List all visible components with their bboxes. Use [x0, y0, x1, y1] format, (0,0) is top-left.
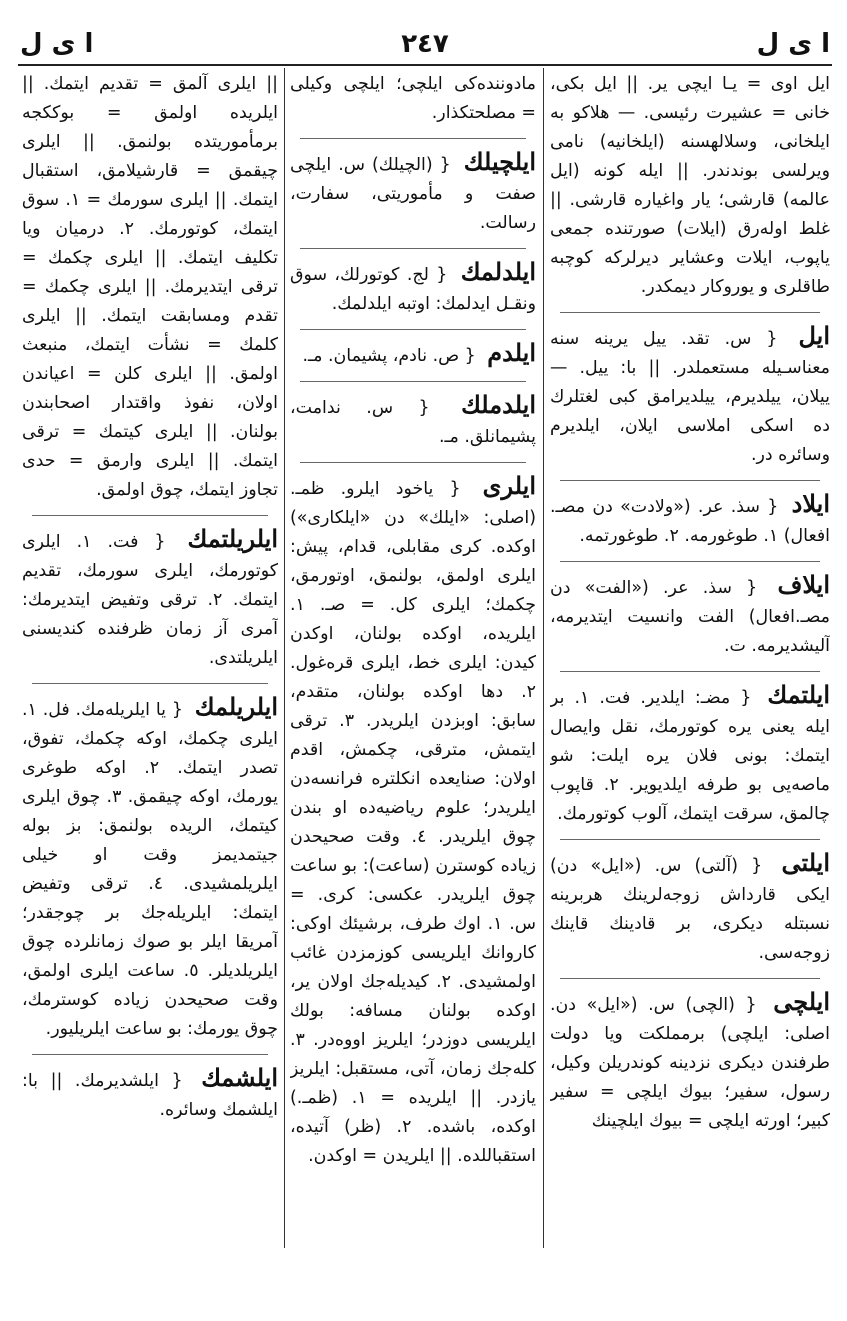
header-right-title: ا ى ل — [756, 29, 830, 59]
headword: ايلشمك — [201, 1063, 278, 1092]
dictionary-entry — [550, 848, 830, 968]
entry-separator — [32, 515, 268, 516]
headword: ايلريلتمك — [187, 524, 278, 553]
continuation-paragraph: || ايلرى آلمق = تقديم ايتمك. || ايلريده اولمق = بوككجه برمأموريتده بولنمق. || ايلرى چيقمق = قارشيلامق، استقبال ايتمك. || ايلرى سورمك = ١. سوق ايتمك، كوتورمك. ٢. درميان ويا تكليف ايتمك. || ايلرى چكمك = ترقى ايتديرمك. || ايلرى چكمك = تقدم ومسابقت ايتمك. || ايلرى كلمك = نشأت ايتمك، منبعث اولمق. || ايلرى كلن = اعياندن اولان، نفوذ واقتدار اصحابندن بولنان. || ايلرى كيتمك = ترقى ايتمك. || ايلرى وارمق = حدى تجاوز ايتمك، چوق اولمق. — [22, 74, 278, 500]
headword: ايلچيلك — [463, 147, 536, 176]
headword: ايلتمك — [767, 680, 830, 709]
continuation-paragraph: مادوننده‌كى ايلچى؛ ايلچى وكيلى = مصلحتكذار. — [290, 74, 536, 123]
entry-separator — [300, 462, 526, 463]
definition: { فت. ١. ايلرى كوتورمك، ايلرى سورمك، تقديم ايتمك. ٢. ترقى وتفيض ايتديرمك: آمرى آز زمان ظرفنده كنديسنى ايلريلتدى. — [22, 532, 278, 668]
entry-separator — [560, 671, 820, 672]
definition: { لج. كوتورلك، سوق ونقـل ايدلمك: اوتبه ايلدلمك. — [290, 265, 536, 314]
headword: ايلدلمك — [460, 257, 536, 286]
dictionary-entry — [22, 1063, 278, 1125]
entry-separator — [300, 329, 526, 330]
headword: ايلدملك — [461, 390, 536, 419]
headword: ايلدم — [487, 338, 536, 367]
dictionary-entry — [550, 489, 830, 551]
column-divider-left — [284, 68, 285, 1248]
entry-separator — [32, 1054, 268, 1055]
entry-separator — [560, 839, 820, 840]
definition: { ايلشديرمك. || با: ايلشمك وسائره. — [22, 1071, 278, 1120]
definition: { س. ندامت، پشيمانلق. مـ. — [290, 398, 536, 447]
headword: ايل — [798, 321, 830, 350]
page-number: ٢٤٧ — [401, 29, 449, 59]
dictionary-entry — [550, 987, 830, 1136]
dictionary-entry — [290, 471, 536, 1171]
header-rule — [18, 64, 832, 66]
definition: { سذ. عر. («الفت» دن مصـ.افعال) الفت وانسيت ايتديرمه، آليشديرمه. ت. — [550, 578, 830, 656]
dictionary-entry — [22, 524, 278, 673]
column-divider-right — [543, 68, 544, 1248]
headword: ايلتى — [781, 848, 830, 877]
dictionary-entry — [22, 692, 278, 1044]
dictionary-entry — [290, 338, 536, 371]
dictionary-entry — [550, 570, 830, 661]
entry-separator — [300, 381, 526, 382]
definition: { ص. نادم، پشيمان. مـ. — [302, 346, 476, 366]
entry-separator — [560, 312, 820, 313]
dictionary-entry — [550, 680, 830, 829]
continuation-paragraph: ايل اوى = يـا ايچى ير. || ايل بكى، خانى = عشيرت رئيسى. — هلاكو به ايلخانى، وسلالهسنه (ايلخانيه) نامى ويرلسى بوندندر. || ايله كونه (ايل عالمه) قارشى؛ يار واغياره قارشى. || غلط اوله‌رق (ايلات) صورتنده جمعى ياپوب، ايلات وعشاير ديرلركه كوچبه طاقلرى و يوروكار ديمكدر. — [550, 74, 830, 297]
entry-separator — [560, 480, 820, 481]
entry-separator — [300, 138, 526, 139]
definition: { سذ. عر. («ولادت» دن مصـ. افعال) ١. طوغورمه. ٢. طوغورتمه. — [550, 497, 830, 546]
definition: { يا ايلريله‌مك. فل. ١. ايلرى چكمك، اوكه چكمك، تفوق، تصدر ايتمك. ٢. اوكه طوغرى يورمك، اوكه چيقمق. ٣. چوق ايلرى كيتمك، الريده بولنمق: بز بوله جيتمديمز وقت او خيلى ايلريلمشيدى. ٤. ترقى وتفيض ايتمك: ايلريله‌جك بر چوجقدر؛ آمريقا ايلر بو صوك زمانلرده چوق ايلريلديلر. ٥. ساعت ايلرى اولمق، وقت صحيحدن زياده كوسترمك، چوق يورمك: بو ساعت ايلريليور. — [22, 700, 278, 1039]
definition: { ياخود ايلرو. ظمـ. (اصلى: «ايلك» دن «ايلكارى») اوكده. كرى مقابلى، قدام، پيش: ايلرى اولمق، بولنمق، اوتورمق، چكمك؛ ايلرى كل. = صـ. ١. ايلريده، اوكده بولنان، اوكدن كيدن: ايلرى خط، ايلرى قره‌غول. ٢. دها اوكده بولنان، متقدم، سابق: اوبزدن ايلريدر. ٣. ترقى ايتمش، مترقى، چكمش، اقدم اولان: صنايعده انكلتره فرانسه‌دن ايلريدر؛ علوم رياضيه‌ده او بندن چوق ايلريدر. ٤. وقت صحيحدن زياده كوسترن (ساعت): بو ساعت چوق ايلريدر. عكسى: كرى. = س. ١. اوك طرف، برشيئك اوكى: كاروانك ايلريسى كوزمزدن غائب اولمشيدى. ٢. كيديله‌جك اولان ير، اوكده بولنان مسافه: بولك ايلريسى دوزدر؛ ايلريز اووه‌در. ٣. كله‌جك زمان، آتى، مستقبل: ايلريز ياز‌در. || ايلريده = ١. (ظمـ.) اوكده، باشده. ٢. (ظر) آتيده، استقباللده. || ايلريدن = اوكدن. — [290, 479, 536, 1166]
headword: ايلرى — [482, 471, 536, 500]
entry-separator — [560, 978, 820, 979]
headword: ايلاد — [791, 489, 830, 518]
definition: { (الچى) س. («ايل» دن. اصلى: ايلچى) برمملكت ويا دولت طرفندن ديكرى نزدينه كوندريلن وكيل، رسول، سفير؛ بيوك ايلچى = سفير كبير؛ اورته ايلچى = بيوك ايلچينك — [550, 995, 830, 1131]
column-middle — [290, 70, 536, 1245]
dictionary-entry — [550, 321, 830, 470]
entry-separator — [300, 248, 526, 249]
definition: { (آلتى) س. («ايل» دن) ايكى قارداش زوجه‌لرينك هربرينه نسبتله ديكرى، بر قادينك قاينك زوجه‌سى. — [550, 856, 830, 963]
dictionary-entry — [290, 257, 536, 319]
page-header — [20, 24, 830, 64]
column-right — [550, 70, 830, 1245]
headword: ايلريلمك — [194, 692, 278, 721]
dictionary-entry — [290, 390, 536, 452]
headword: ايلچى — [773, 987, 830, 1016]
entry-separator — [32, 683, 268, 684]
definition: { (الچيلك) س. ايلچى صفت و مأموريتى، سفارت، رسالت. — [290, 155, 536, 233]
column-left — [22, 70, 278, 1245]
definition: { مضـ: ايلدير. فت. ١. بر ايله يعنى يره كوتورمك، نقل وايصال ايتمك: بونى فلان يره ايلت: شو ماصه‌يى بو طرفه ايلديوير. ٢. قاپوب چالمق، سرقت ايتمك، آلوب كوتورمك. — [550, 688, 830, 824]
dictionary-entry — [290, 147, 536, 238]
entry-separator — [560, 561, 820, 562]
headword: ايلاف — [777, 570, 830, 599]
header-left-title: ا ى ل — [20, 29, 94, 59]
definition: { س. تقد. ييل يرينه سنه معناسـيله مستعملدر. || با: ييل. — ييلان، ييلديرم، ييلديرامق كبى لغتلرك ده اسكى املاسى ايلان، ايلديرم وسائره در. — [550, 329, 830, 465]
